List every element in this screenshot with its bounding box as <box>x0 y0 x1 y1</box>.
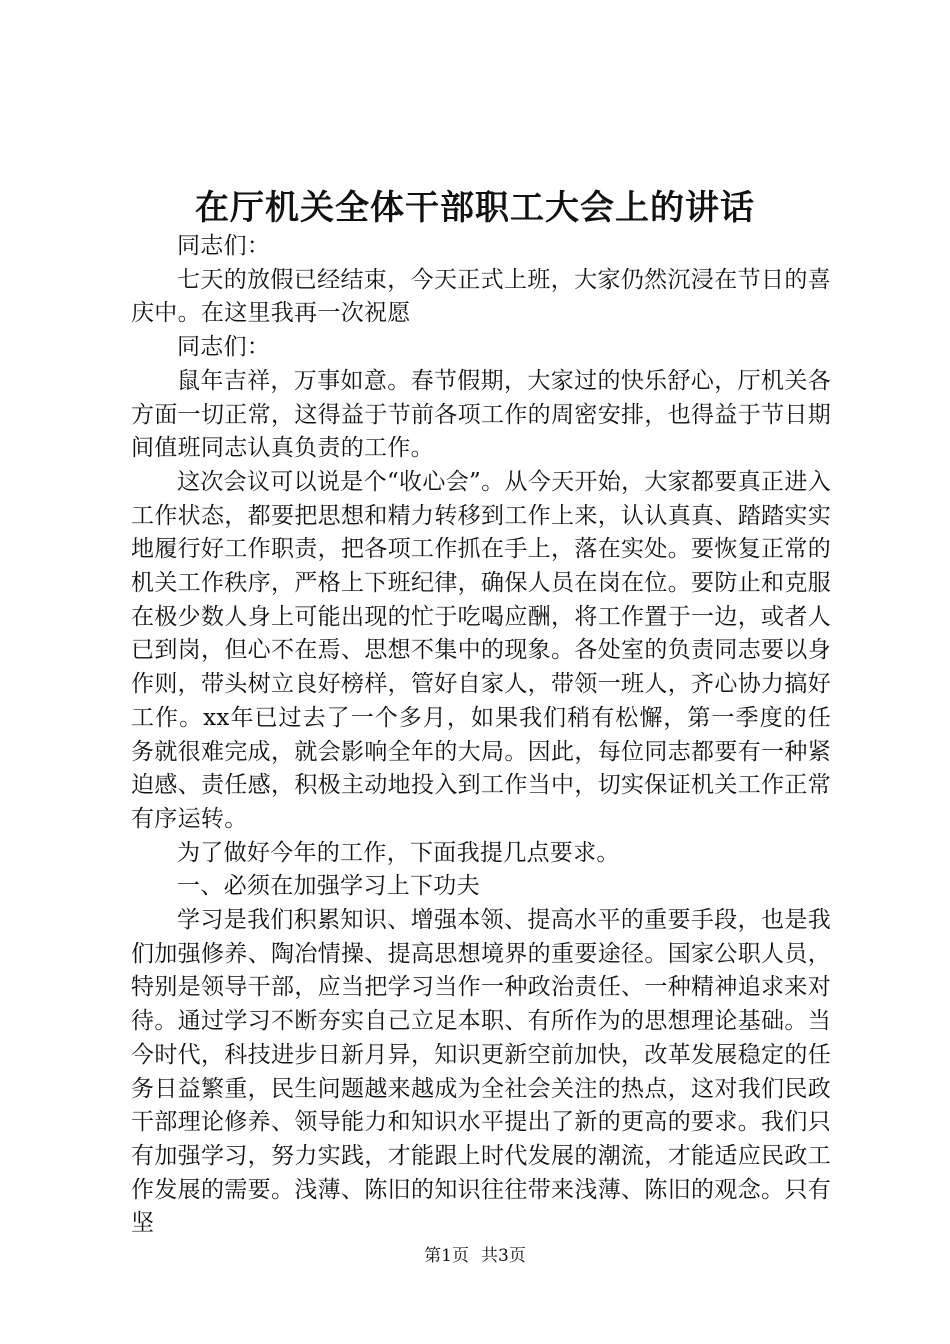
paragraph: 这次会议可以说是个“收心会”。从今天开始，大家都要真正进入工作状态，都要把思想和精力转移到工作上来，认认真真、踏踏实实地履行好工作职责，把各项工作抓在手上，落在实处。要恢复正常的机关工作秩序，严格上下班纪律，确保人员在岗在位。要防止和克服在极少数人身上可能出现的忙于吃喝应酬，将工作置于一边，或者人已到岗，但心不在焉、思想不集中的现象。各处室的负责同志要以身作则，带头树立良好榜样，管好自家人，带领一班人，齐心协力搞好工作。xx年已过去了一个多月，如果我们稍有松懈，第一季度的任务就很难完成，就会影响全年的大局。因此，每位同志都要有一种紧迫感、责任感，积极主动地投入到工作当中，切实保证机关工作正常有序运转。 <box>131 468 831 832</box>
page-number: 第1页 <box>424 1246 469 1266</box>
document-title: 在厅机关全体干部职工大会上的讲话 <box>195 188 755 228</box>
paragraph-salutation: 同志们： <box>177 233 271 259</box>
paragraph-salutation: 同志们： <box>177 334 271 361</box>
paragraph: 学习是我们积累知识、增强本领、提高水平的重要手段，也是我们加强修养、陶冶情操、提高思想境界的重要途径。国家公职人员，特别是领导干部，应当把学习当作一种政治责任、一种精神追求来对待。通过学习不断夯实自己立足本职、有所作为的思想理论基础。当今时代，科技进步日新月异，知识更新空前加快，改革发展稳定的任务日益繁重，民生问题越来越成为全社会关注的热点，这对我们民政干部理论修养、领导能力和知识水平提出了新的更高的要求。我们只有加强学习，努力实践，才能跟上时代发展的潮流，才能适应民政工作发展的需要。浅薄、陈旧的知识往往带来浅薄、陈旧的观念。只有坚 <box>131 907 831 1237</box>
page-footer <box>0 1245 950 1267</box>
paragraph: 为了做好今年的工作，下面我提几点要求。 <box>177 839 620 866</box>
paragraph: 七天的放假已经结束，今天正式上班，大家仍然沉浸在节日的喜庆中。在这里我再一次祝愿 <box>131 266 831 327</box>
section-heading: 一、必须在加强学习上下功夫 <box>177 873 480 900</box>
page-total: 共3页 <box>481 1246 526 1266</box>
paragraph: 鼠年吉祥，万事如意。春节假期，大家过的快乐舒心，厅机关各方面一切正常，这得益于节前各项工作的周密安排，也得益于节日期间值班同志认真负责的工作。 <box>131 367 831 462</box>
document-body <box>131 230 831 1241</box>
